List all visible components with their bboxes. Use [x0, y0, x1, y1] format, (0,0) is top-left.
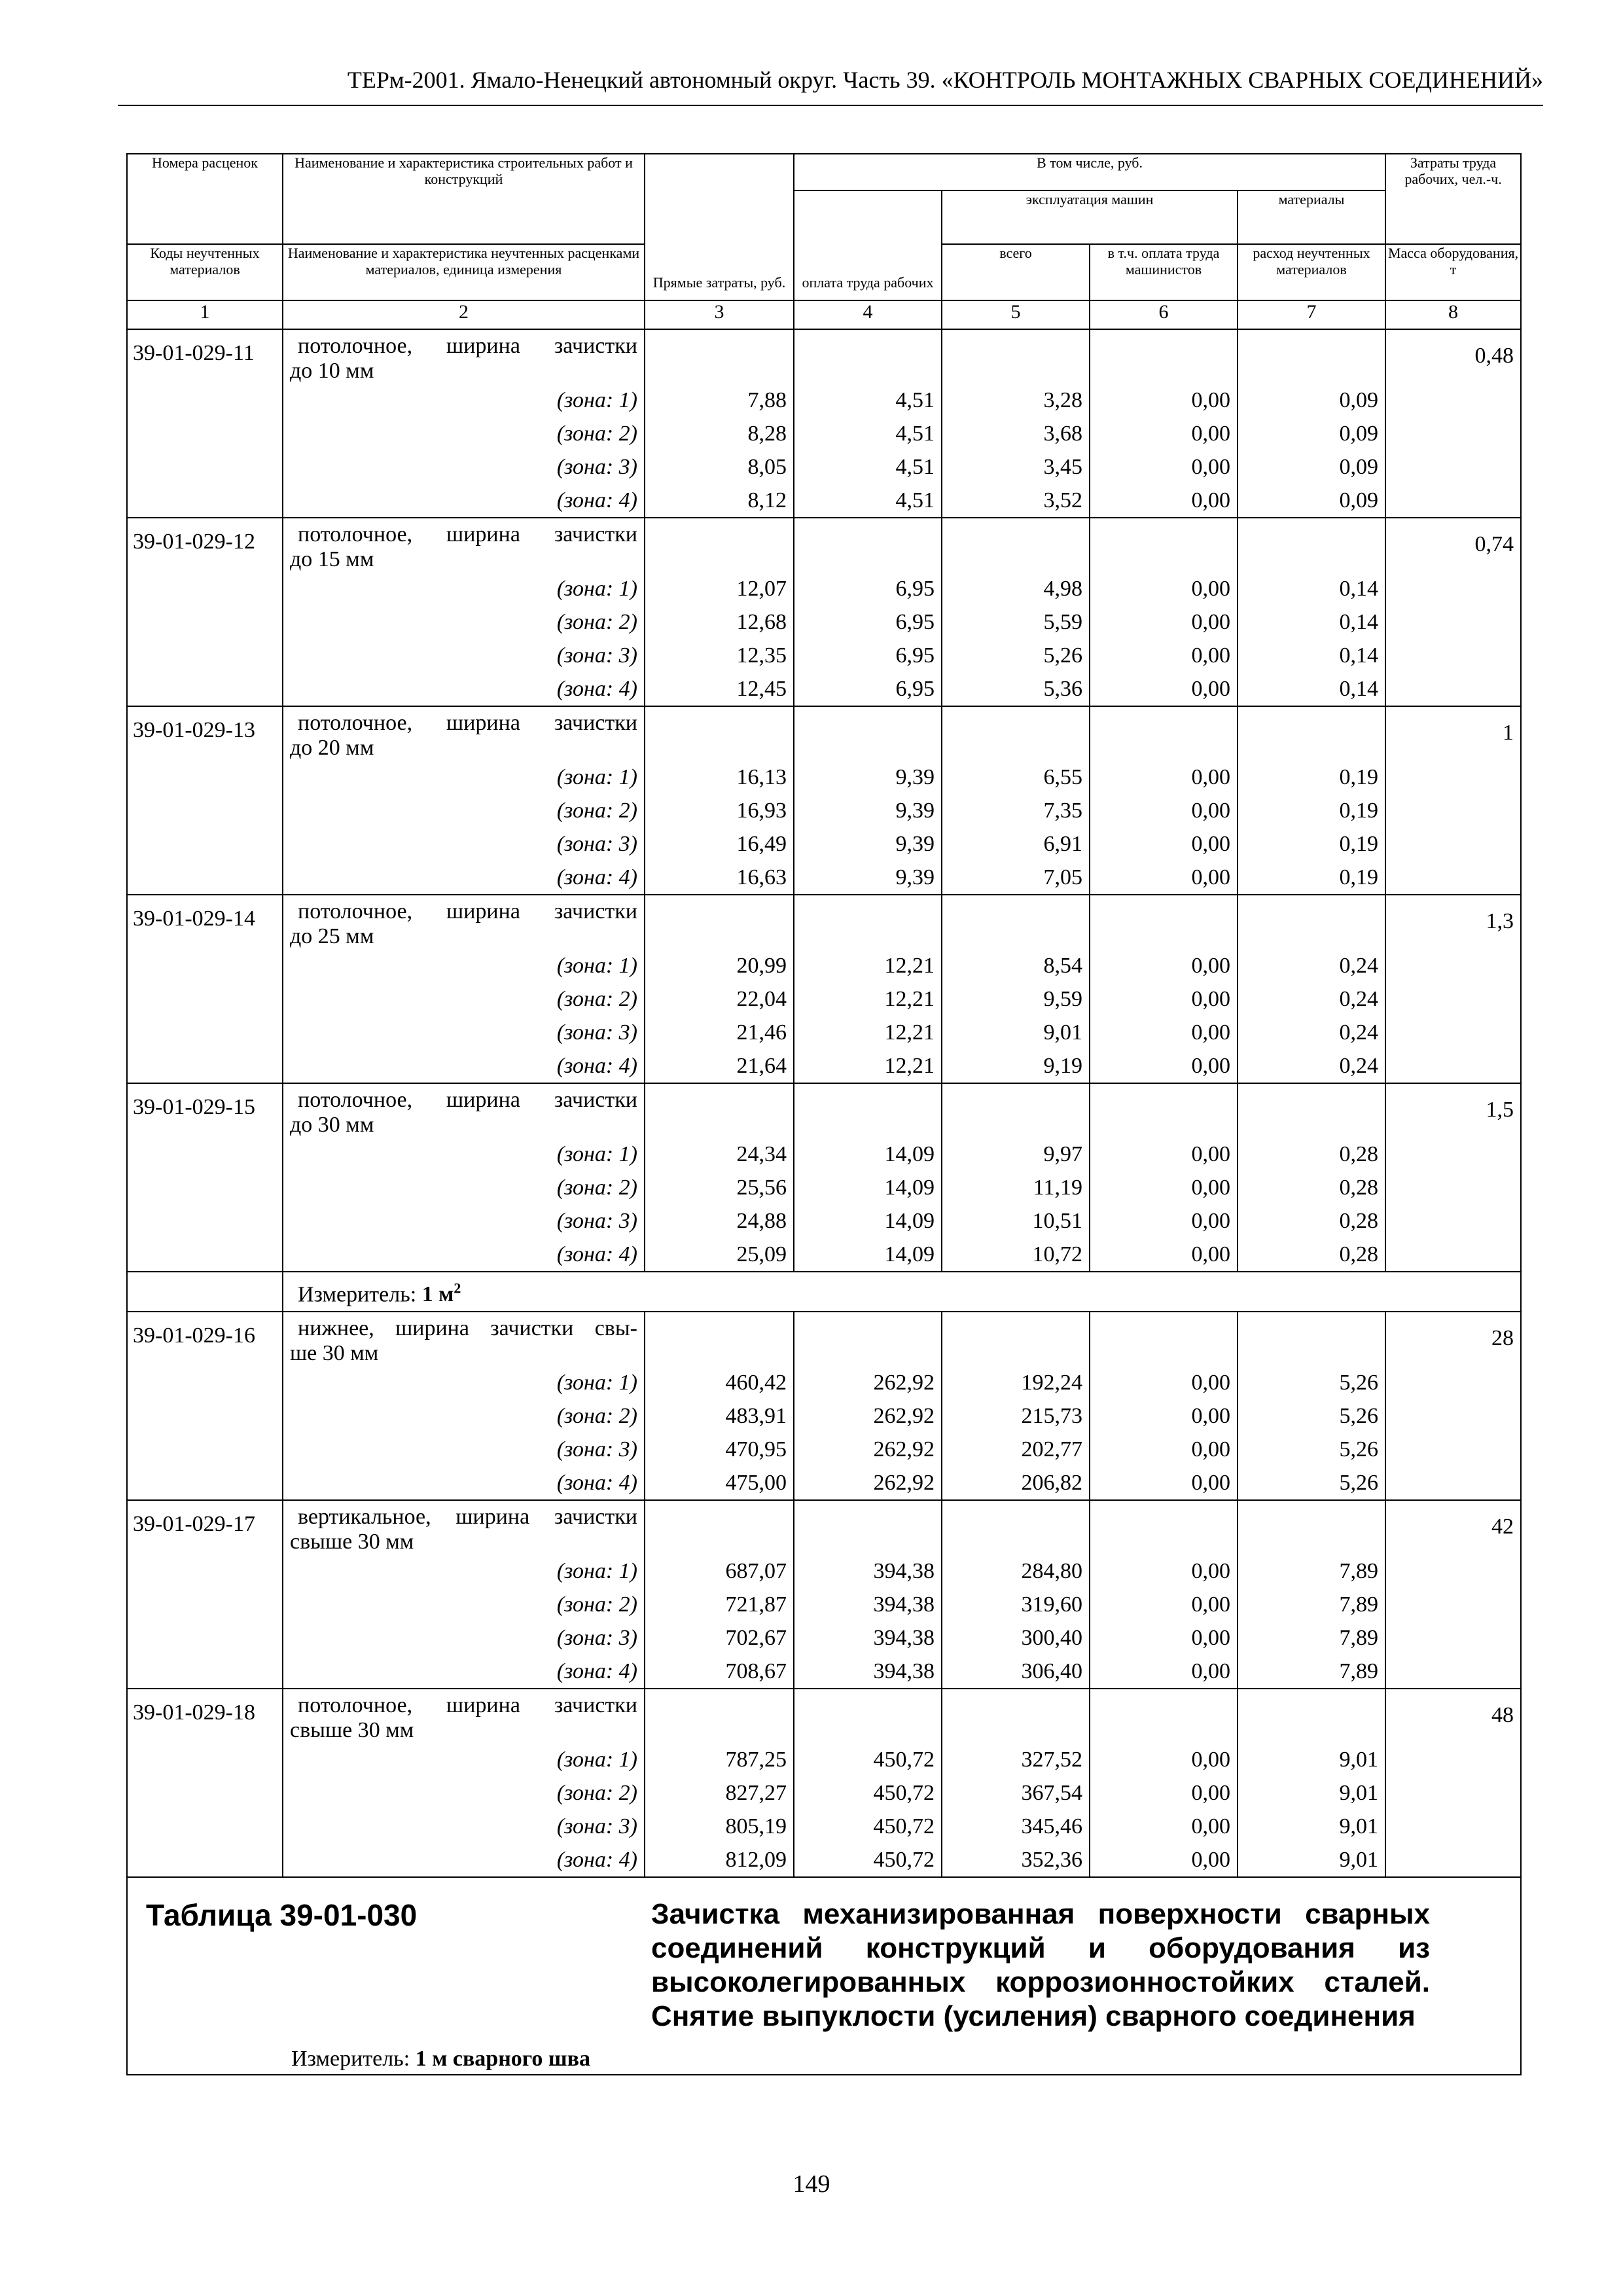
machines-operators-value: 0,00	[1090, 761, 1238, 794]
machines-operators-value: 0,00	[1090, 982, 1238, 1016]
labor-pay-value: 394,38	[794, 1655, 942, 1689]
direct-costs-value: 16,93	[645, 794, 794, 827]
materials-value: 0,19	[1238, 761, 1385, 794]
materials-value: 0,09	[1238, 450, 1385, 484]
zone-label: (зона: 1)	[283, 761, 645, 794]
machines-total-value: 284,80	[942, 1554, 1090, 1588]
labor-pay-value: 9,39	[794, 861, 942, 895]
col-number: 4	[794, 300, 942, 329]
machines-operators-value: 0,00	[1090, 1776, 1238, 1810]
labor-pay-value: 14,09	[794, 1171, 942, 1204]
zone-row	[127, 1016, 1521, 1049]
zone-row	[127, 827, 1521, 861]
zone-row	[127, 639, 1521, 672]
next-table-heading	[127, 1877, 1521, 2075]
zone-label: (зона: 4)	[283, 1238, 645, 1272]
rate-code: 39-01-029-18	[127, 1689, 283, 1877]
materials-value: 0,28	[1238, 1238, 1385, 1272]
zone-label: (зона: 3)	[283, 1016, 645, 1049]
zone-row	[127, 384, 1521, 417]
materials-value: 5,26	[1238, 1399, 1385, 1433]
measure-unit: 1 $м^2$	[421, 1280, 461, 1307]
zone-row	[127, 1049, 1521, 1083]
direct-costs-value: 20,99	[645, 949, 794, 982]
machines-operators-value: 0,00	[1090, 1238, 1238, 1272]
direct-costs-value: 12,35	[645, 639, 794, 672]
rate-description: потолочное, ширина зачистки свыше 30 мм	[283, 1689, 645, 1743]
machines-operators-value: 0,00	[1090, 1171, 1238, 1204]
labor-pay-value: 9,39	[794, 827, 942, 861]
labor-pay-value: 262,92	[794, 1366, 942, 1399]
labor-pay-value: 450,72	[794, 1743, 942, 1776]
machines-total-value: 300,40	[942, 1621, 1090, 1655]
labor-pay-value: 14,09	[794, 1204, 942, 1238]
machines-operators-value: 0,00	[1090, 484, 1238, 518]
zone-label: (зона: 4)	[283, 484, 645, 518]
materials-value: 0,09	[1238, 417, 1385, 450]
direct-costs-value: 8,28	[645, 417, 794, 450]
labor-pay-value: 262,92	[794, 1466, 942, 1500]
machines-operators-value: 0,00	[1090, 1366, 1238, 1399]
zone-row	[127, 1399, 1521, 1433]
machines-operators-value: 0,00	[1090, 1433, 1238, 1466]
machines-operators-value: 0,00	[1090, 1554, 1238, 1588]
zone-label: (зона: 3)	[283, 1621, 645, 1655]
labor-pay-value: 9,39	[794, 794, 942, 827]
labor-costs: 1	[1385, 706, 1521, 895]
machines-total-value: 8,54	[942, 949, 1090, 982]
zone-label: (зона: 3)	[283, 1204, 645, 1238]
rate-code: 39-01-029-17	[127, 1500, 283, 1689]
materials-value: 7,89	[1238, 1588, 1385, 1621]
hdr-machines: эксплуатация машин	[942, 190, 1238, 244]
machines-total-value: 327,52	[942, 1743, 1090, 1776]
labor-pay-value: 262,92	[794, 1433, 942, 1466]
col-number: 2	[283, 300, 645, 329]
rate-group	[127, 706, 1521, 761]
zone-row	[127, 1238, 1521, 1272]
zone-row	[127, 1204, 1521, 1238]
zone-row	[127, 572, 1521, 605]
measure-label: Измеритель:	[298, 1282, 417, 1307]
direct-costs-value: 708,67	[645, 1655, 794, 1689]
machines-total-value: 7,35	[942, 794, 1090, 827]
direct-costs-value: 24,88	[645, 1204, 794, 1238]
machines-operators-value: 0,00	[1090, 827, 1238, 861]
materials-value: 5,26	[1238, 1366, 1385, 1399]
hdr-direct-costs: Прямые затраты, руб.	[645, 154, 794, 300]
zone-row	[127, 1621, 1521, 1655]
labor-pay-value: 450,72	[794, 1810, 942, 1843]
rate-group	[127, 1312, 1521, 1366]
materials-value: 7,89	[1238, 1621, 1385, 1655]
hdr-materials-unaccounted: расход неучтенных материалов	[1238, 244, 1385, 300]
labor-pay-value: 4,51	[794, 417, 942, 450]
direct-costs-value: 687,07	[645, 1554, 794, 1588]
machines-total-value: 10,51	[942, 1204, 1090, 1238]
machines-total-value: 10,72	[942, 1238, 1090, 1272]
next-table-measure: Измеритель: 1 м сварного шва	[291, 2047, 590, 2072]
rate-group	[127, 329, 1521, 384]
direct-costs-value: 24,34	[645, 1138, 794, 1171]
direct-costs-value: 16,63	[645, 861, 794, 895]
machines-operators-value: 0,00	[1090, 605, 1238, 639]
materials-value: 0,24	[1238, 1016, 1385, 1049]
zone-label: (зона: 4)	[283, 1466, 645, 1500]
labor-costs: 0,74	[1385, 518, 1521, 706]
direct-costs-value: 21,64	[645, 1049, 794, 1083]
materials-value: 0,19	[1238, 794, 1385, 827]
machines-total-value: 6,55	[942, 761, 1090, 794]
zone-row	[127, 1466, 1521, 1500]
labor-pay-value: 12,21	[794, 949, 942, 982]
machines-total-value: 4,98	[942, 572, 1090, 605]
machines-operators-value: 0,00	[1090, 1810, 1238, 1843]
materials-value: 0,14	[1238, 639, 1385, 672]
machines-total-value: 202,77	[942, 1433, 1090, 1466]
zone-row	[127, 1776, 1521, 1810]
zone-row	[127, 1743, 1521, 1776]
col-number: 6	[1090, 300, 1238, 329]
zone-label: (зона: 4)	[283, 1843, 645, 1877]
materials-value: 9,01	[1238, 1843, 1385, 1877]
labor-pay-value: 14,09	[794, 1238, 942, 1272]
zone-row	[127, 761, 1521, 794]
machines-operators-value: 0,00	[1090, 1138, 1238, 1171]
rate-description: потолочное, ширина зачистки до 15 мм	[283, 518, 645, 572]
hdr-labor-costs: Затраты труда рабочих, чел.-ч.	[1385, 154, 1521, 244]
machines-total-value: 9,19	[942, 1049, 1090, 1083]
machines-operators-value: 0,00	[1090, 1621, 1238, 1655]
rate-code: 39-01-029-16	[127, 1312, 283, 1500]
zone-row	[127, 1554, 1521, 1588]
zone-label: (зона: 4)	[283, 861, 645, 895]
machines-total-value: 9,97	[942, 1138, 1090, 1171]
labor-pay-value: 450,72	[794, 1843, 942, 1877]
zone-row	[127, 794, 1521, 827]
direct-costs-value: 812,09	[645, 1843, 794, 1877]
direct-costs-value: 16,13	[645, 761, 794, 794]
zone-label: (зона: 4)	[283, 672, 645, 706]
rate-code: 39-01-029-11	[127, 329, 283, 518]
labor-pay-value: 450,72	[794, 1776, 942, 1810]
materials-value: 0,14	[1238, 572, 1385, 605]
direct-costs-value: 787,25	[645, 1743, 794, 1776]
materials-value: 9,01	[1238, 1810, 1385, 1843]
col-number: 3	[645, 300, 794, 329]
zone-row	[127, 1433, 1521, 1466]
labor-costs: 28	[1385, 1312, 1521, 1500]
labor-pay-value: 394,38	[794, 1554, 942, 1588]
zone-row	[127, 1810, 1521, 1843]
labor-pay-value: 394,38	[794, 1621, 942, 1655]
machines-total-value: 319,60	[942, 1588, 1090, 1621]
machines-operators-value: 0,00	[1090, 572, 1238, 605]
labor-costs: 48	[1385, 1689, 1521, 1877]
machines-total-value: 3,52	[942, 484, 1090, 518]
zone-label: (зона: 1)	[283, 1138, 645, 1171]
rate-description: потолочное, ширина зачистки до 10 мм	[283, 329, 645, 384]
zone-label: (зона: 1)	[283, 949, 645, 982]
direct-costs-value: 12,07	[645, 572, 794, 605]
materials-value: 0,19	[1238, 861, 1385, 895]
direct-costs-value: 827,27	[645, 1776, 794, 1810]
labor-pay-value: 4,51	[794, 384, 942, 417]
direct-costs-value: 702,67	[645, 1621, 794, 1655]
zone-label: (зона: 3)	[283, 1433, 645, 1466]
zone-label: (зона: 3)	[283, 639, 645, 672]
labor-pay-value: 6,95	[794, 605, 942, 639]
page-header: ТЕРм-2001. Ямало-Ненецкий автономный округ. Часть 39. «КОНТРОЛЬ МОНТАЖНЫХ СВАРНЫХ СОЕДИНЕНИЙ»	[118, 60, 1543, 106]
zone-row	[127, 861, 1521, 895]
labor-pay-value: 14,09	[794, 1138, 942, 1171]
zone-label: (зона: 1)	[283, 1366, 645, 1399]
labor-costs: 1,5	[1385, 1083, 1521, 1272]
machines-operators-value: 0,00	[1090, 450, 1238, 484]
materials-value: 0,09	[1238, 384, 1385, 417]
machines-total-value: 9,59	[942, 982, 1090, 1016]
labor-pay-value: 6,95	[794, 572, 942, 605]
labor-pay-value: 4,51	[794, 450, 942, 484]
machines-total-value: 192,24	[942, 1366, 1090, 1399]
zone-row	[127, 1588, 1521, 1621]
hdr-including: В том числе, руб.	[794, 154, 1385, 190]
zone-label: (зона: 1)	[283, 1743, 645, 1776]
rate-description: потолочное, ширина зачистки до 25 мм	[283, 895, 645, 949]
labor-pay-value: 12,21	[794, 1016, 942, 1049]
machines-operators-value: 0,00	[1090, 1843, 1238, 1877]
machines-total-value: 367,54	[942, 1776, 1090, 1810]
rates-table	[126, 153, 1522, 2075]
labor-pay-value: 9,39	[794, 761, 942, 794]
rate-description: вертикальное, ширина зачистки свыше 30 мм	[283, 1500, 645, 1554]
machines-total-value: 3,45	[942, 450, 1090, 484]
materials-value: 0,28	[1238, 1171, 1385, 1204]
zone-label: (зона: 3)	[283, 827, 645, 861]
machines-total-value: 7,05	[942, 861, 1090, 895]
zone-row	[127, 417, 1521, 450]
col-number: 7	[1238, 300, 1385, 329]
direct-costs-value: 25,56	[645, 1171, 794, 1204]
machines-operators-value: 0,00	[1090, 1588, 1238, 1621]
zone-label: (зона: 1)	[283, 1554, 645, 1588]
machines-total-value: 5,36	[942, 672, 1090, 706]
machines-operators-value: 0,00	[1090, 861, 1238, 895]
machines-total-value: 206,82	[942, 1466, 1090, 1500]
labor-pay-value: 394,38	[794, 1588, 942, 1621]
materials-value: 7,89	[1238, 1655, 1385, 1689]
col-number: 5	[942, 300, 1090, 329]
direct-costs-value: 805,19	[645, 1810, 794, 1843]
materials-value: 5,26	[1238, 1433, 1385, 1466]
direct-costs-value: 12,68	[645, 605, 794, 639]
hdr-material-codes: Коды неучтенных материалов	[127, 244, 283, 300]
direct-costs-value: 16,49	[645, 827, 794, 861]
col-number: 8	[1385, 300, 1521, 329]
machines-total-value: 215,73	[942, 1399, 1090, 1433]
machines-total-value: 5,59	[942, 605, 1090, 639]
zone-label: (зона: 2)	[283, 1171, 645, 1204]
labor-pay-value: 6,95	[794, 672, 942, 706]
hdr-materials: материалы	[1238, 190, 1385, 244]
rate-code: 39-01-029-13	[127, 706, 283, 895]
zone-row	[127, 672, 1521, 706]
zone-row	[127, 1655, 1521, 1689]
zone-label: (зона: 4)	[283, 1655, 645, 1689]
labor-pay-value: 12,21	[794, 982, 942, 1016]
materials-value: 9,01	[1238, 1743, 1385, 1776]
machines-total-value: 306,40	[942, 1655, 1090, 1689]
hdr-work-name: Наименование и характеристика строительных работ и конструкций	[283, 154, 645, 244]
machines-total-value: 352,36	[942, 1843, 1090, 1877]
rate-description: потолочное, ширина зачистки до 30 мм	[283, 1083, 645, 1138]
zone-label: (зона: 2)	[283, 982, 645, 1016]
direct-costs-value: 470,95	[645, 1433, 794, 1466]
machines-total-value: 3,68	[942, 417, 1090, 450]
materials-value: 9,01	[1238, 1776, 1385, 1810]
zone-row	[127, 1171, 1521, 1204]
direct-costs-value: 7,88	[645, 384, 794, 417]
zone-label: (зона: 2)	[283, 1776, 645, 1810]
materials-value: 0,28	[1238, 1204, 1385, 1238]
machines-total-value: 9,01	[942, 1016, 1090, 1049]
hdr-labor-pay: оплата труда рабочих	[794, 190, 942, 300]
machines-total-value: 3,28	[942, 384, 1090, 417]
labor-costs: 42	[1385, 1500, 1521, 1689]
direct-costs-value: 8,12	[645, 484, 794, 518]
zone-row	[127, 450, 1521, 484]
direct-costs-value: 721,87	[645, 1588, 794, 1621]
direct-costs-value: 8,05	[645, 450, 794, 484]
machines-operators-value: 0,00	[1090, 949, 1238, 982]
rate-description: потолочное, ширина зачистки до 20 мм	[283, 706, 645, 761]
materials-value: 0,19	[1238, 827, 1385, 861]
zone-row	[127, 605, 1521, 639]
machines-total-value: 11,19	[942, 1171, 1090, 1204]
machines-total-value: 345,46	[942, 1810, 1090, 1843]
zone-row	[127, 484, 1521, 518]
machines-operators-value: 0,00	[1090, 1016, 1238, 1049]
direct-costs-value: 475,00	[645, 1466, 794, 1500]
machines-operators-value: 0,00	[1090, 1743, 1238, 1776]
zone-label: (зона: 2)	[283, 1588, 645, 1621]
rate-group	[127, 1083, 1521, 1138]
materials-value: 0,24	[1238, 982, 1385, 1016]
zone-label: (зона: 1)	[283, 572, 645, 605]
rate-code: 39-01-029-15	[127, 1083, 283, 1272]
labor-costs: 0,48	[1385, 329, 1521, 518]
machines-operators-value: 0,00	[1090, 794, 1238, 827]
machines-operators-value: 0,00	[1090, 417, 1238, 450]
rate-group	[127, 518, 1521, 572]
zone-label: (зона: 2)	[283, 794, 645, 827]
zone-label: (зона: 1)	[283, 384, 645, 417]
hdr-machines-operators: в т.ч. оплата труда машинистов	[1090, 244, 1238, 300]
materials-value: 0,14	[1238, 672, 1385, 706]
machines-operators-value: 0,00	[1090, 1049, 1238, 1083]
zone-label: (зона: 2)	[283, 1399, 645, 1433]
zone-row	[127, 982, 1521, 1016]
labor-pay-value: 4,51	[794, 484, 942, 518]
materials-value: 0,28	[1238, 1138, 1385, 1171]
direct-costs-value: 460,42	[645, 1366, 794, 1399]
zone-label: (зона: 3)	[283, 450, 645, 484]
labor-costs: 1,3	[1385, 895, 1521, 1083]
direct-costs-value: 25,09	[645, 1238, 794, 1272]
zone-row	[127, 949, 1521, 982]
zone-label: (зона: 4)	[283, 1049, 645, 1083]
machines-total-value: 5,26	[942, 639, 1090, 672]
labor-pay-value: 12,21	[794, 1049, 942, 1083]
direct-costs-value: 12,45	[645, 672, 794, 706]
col-number: 1	[127, 300, 283, 329]
materials-value: 0,14	[1238, 605, 1385, 639]
hdr-machines-total: всего	[942, 244, 1090, 300]
materials-value: 0,09	[1238, 484, 1385, 518]
rate-description: нижнее, ширина зачистки свы- ше 30 мм	[283, 1312, 645, 1366]
hdr-material-names: Наименование и характеристика неучтенных расценками материалов, единица измерения	[283, 244, 645, 300]
rate-code: 39-01-029-14	[127, 895, 283, 1083]
direct-costs-value: 483,91	[645, 1399, 794, 1433]
rate-group	[127, 1500, 1521, 1554]
direct-costs-value: 22,04	[645, 982, 794, 1016]
machines-operators-value: 0,00	[1090, 639, 1238, 672]
rate-group	[127, 895, 1521, 949]
direct-costs-value: 21,46	[645, 1016, 794, 1049]
page-number: 149	[793, 2170, 830, 2198]
measure-row	[127, 1272, 1521, 1312]
machines-operators-value: 0,00	[1090, 1204, 1238, 1238]
zone-label: (зона: 3)	[283, 1810, 645, 1843]
machines-operators-value: 0,00	[1090, 1655, 1238, 1689]
rate-group	[127, 1689, 1521, 1743]
hdr-rate-numbers: Номера расценок	[127, 154, 283, 244]
labor-pay-value: 6,95	[794, 639, 942, 672]
machines-operators-value: 0,00	[1090, 1399, 1238, 1433]
machines-total-value: 6,91	[942, 827, 1090, 861]
zone-row	[127, 1843, 1521, 1877]
machines-operators-value: 0,00	[1090, 384, 1238, 417]
zone-row	[127, 1138, 1521, 1171]
zone-label: (зона: 2)	[283, 605, 645, 639]
hdr-equipment-mass: Масса оборудования, т	[1385, 244, 1521, 300]
materials-value: 0,24	[1238, 1049, 1385, 1083]
rate-code: 39-01-029-12	[127, 518, 283, 706]
machines-operators-value: 0,00	[1090, 1466, 1238, 1500]
materials-value: 5,26	[1238, 1466, 1385, 1500]
materials-value: 7,89	[1238, 1554, 1385, 1588]
next-table-title: Таблица 39-01-030	[146, 1898, 418, 1933]
next-table-description: Зачистка механизированная поверхности сварных соединений конструкций и оборудования из высоколегированных коррозионностойких сталей. Снятие выпуклости (усиления) сварного соединения	[651, 1898, 1430, 2033]
labor-pay-value: 262,92	[794, 1399, 942, 1433]
machines-operators-value: 0,00	[1090, 672, 1238, 706]
zone-label: (зона: 2)	[283, 417, 645, 450]
zone-row	[127, 1366, 1521, 1399]
materials-value: 0,24	[1238, 949, 1385, 982]
